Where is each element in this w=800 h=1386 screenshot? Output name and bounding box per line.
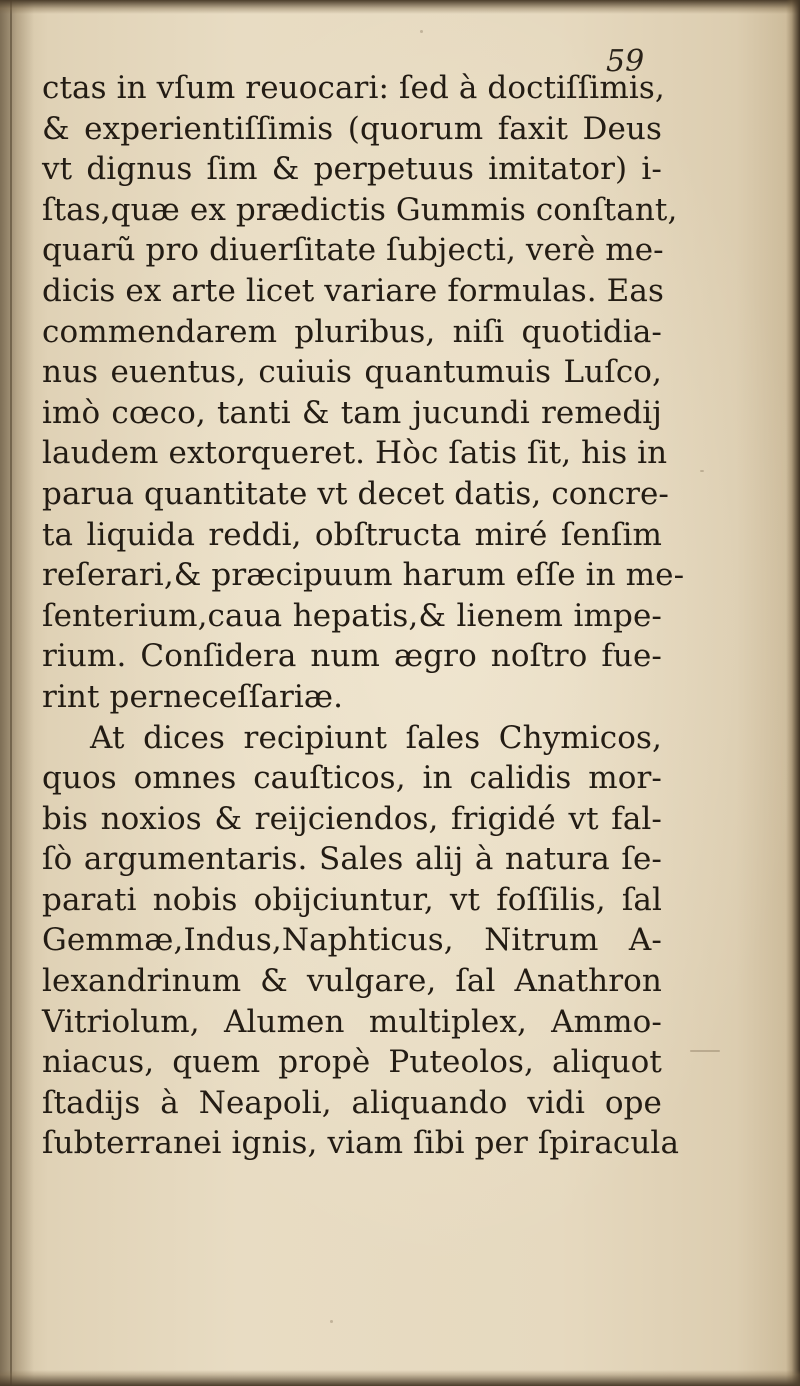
text-line: vt dignus ſim & perpetuus imitator) i- xyxy=(42,151,662,188)
text-line: rium. Conſidera num ægro noſtro fue- xyxy=(42,638,662,675)
text-line: parati nobis obijciuntur, vt foſſilis, ſal xyxy=(42,881,662,918)
text-line: lexandrinum & vulgare, ſal Anathron xyxy=(42,963,662,1000)
text-line: Gemmæ,Indus,Naphticus, Nitrum A- xyxy=(42,922,662,959)
text-line: ſtas,quæ ex prædictis Gummis conſtant, xyxy=(42,191,678,228)
text-line: ſò argumentaris. Sales alij à natura ſe- xyxy=(42,841,662,878)
text-line: Vitriolum, Alumen multiplex, Ammo- xyxy=(42,1003,662,1040)
paragraph-end-line: rint perneceſſariæ. xyxy=(42,678,344,715)
text-line: parua quantitate vt decet datis, concre- xyxy=(42,475,670,512)
text-line: ſubterranei ignis, viam ſibi per ſpiracula xyxy=(42,1125,680,1162)
page-right-edge xyxy=(786,0,800,1386)
text-line: ta liquida reddi, obſtructa miré ſenſim xyxy=(42,516,662,553)
text-line: reſerari,& præcipuum harum eſſe in me- xyxy=(42,557,685,594)
text-line: ſenterium,caua hepatis,& lienem impe- xyxy=(42,597,662,634)
paragraph-start-line: At dices recipiunt ſales Chymicos, xyxy=(90,719,662,756)
page-number: 59 xyxy=(606,44,645,79)
body-text xyxy=(42,68,685,1164)
text-line: bis noxios & reijciendos, frigidé vt fal- xyxy=(42,800,662,837)
page-bottom-edge xyxy=(0,1370,800,1386)
paper-speck xyxy=(700,470,704,472)
text-line: nus euentus, cuiuis quantumuis Luſco, xyxy=(42,354,662,391)
text-line: dicis ex arte licet variare formulas. Eas xyxy=(42,272,664,309)
text-line: quarũ pro diuerſitate ſubjecti, verè me- xyxy=(42,232,664,269)
text-line: ſtadijs à Neapoli, aliquando vidi ope xyxy=(42,1084,662,1121)
gutter-shadow xyxy=(0,0,34,1386)
text-line: imò cœco, tanti & tam jucundi remedij xyxy=(42,394,662,431)
paper-speck xyxy=(330,1320,333,1323)
text-line: commendarem pluribus, niſi quotidia- xyxy=(42,313,662,350)
page-top-edge xyxy=(0,0,800,14)
text-line: ctas in vſum reuocari: ſed à doctiſſimis, xyxy=(42,70,665,106)
text-line: laudem extorqueret. Hòc ſatis ſit, his in xyxy=(42,435,668,472)
text-line: quos omnes cauſticos, in calidis mor- xyxy=(42,760,662,797)
paper-speck xyxy=(690,1050,720,1052)
text-line: & experientiſſimis (quorum faxit Deus xyxy=(42,110,662,147)
text-line: niacus, quem propè Puteolos, aliquot xyxy=(42,1044,662,1081)
page-binding-edge xyxy=(10,0,12,1386)
paper-speck xyxy=(420,30,423,33)
